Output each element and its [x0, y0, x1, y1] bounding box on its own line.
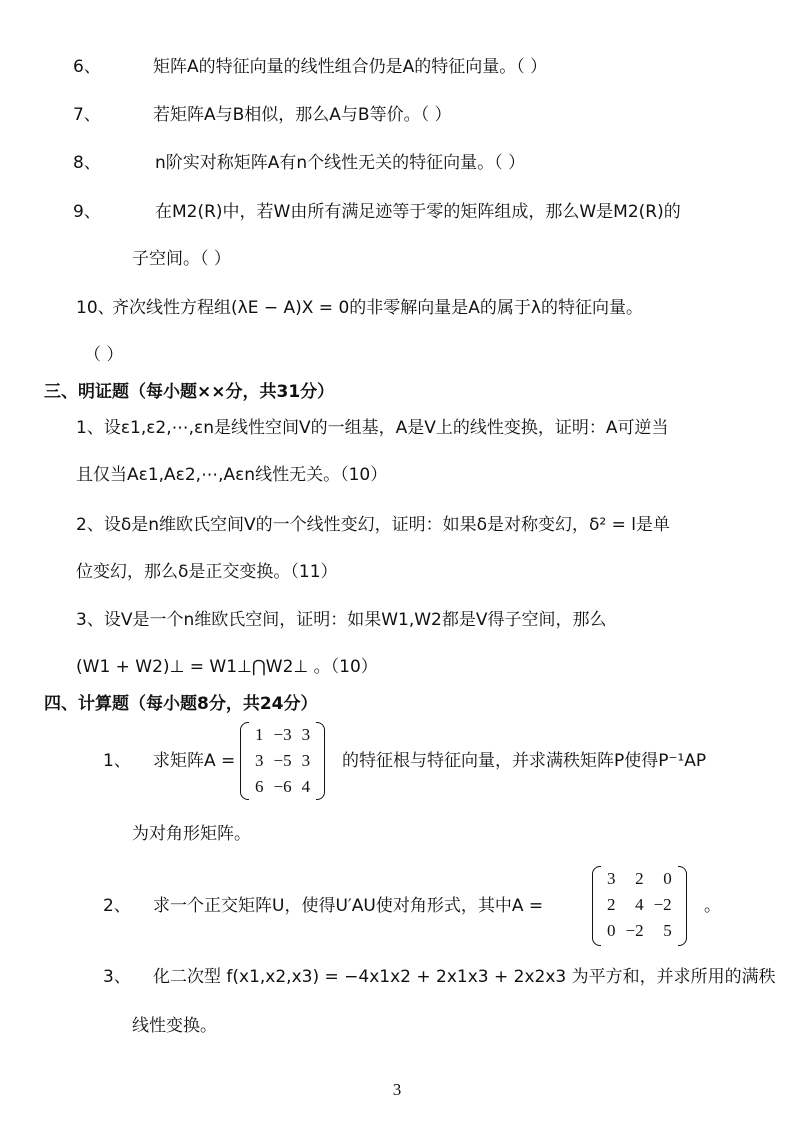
item-8-text: n阶实对称矩阵A有n个线性无关的特征向量。（ ）	[155, 153, 526, 173]
matrix-cell: −2	[653, 895, 672, 914]
matrix-cell: 5	[663, 921, 672, 940]
matrix-cell: 4	[635, 895, 644, 914]
proof-3-line-2: (W1 + W2)⊥ = W1⊥⋂W2⊥ 。（10）	[76, 657, 378, 677]
matrix-cell: −3	[273, 725, 292, 744]
proof-2-line-2: 位变幻，那么δ是正交变换。（11）	[76, 562, 338, 582]
calc-3-num: 3、	[103, 967, 131, 987]
section-3-title: 三、明证题（每小题××分，共31分）	[44, 382, 335, 402]
calc-3-text: 化二次型 f(x1,x2,x3) = −4x1x2 + 2x1x3 + 2x2x3 为平方和，并求所用的满秩	[153, 967, 776, 987]
item-6-text: 矩阵A的特征向量的线性组合仍是A的特征向量。（ ）	[153, 57, 548, 77]
calc-1-post: 的特征根与特征向量，并求满秩矩阵P使得P⁻¹AP	[342, 751, 707, 771]
matrix-cell: 0	[663, 869, 672, 888]
matrix-cell: 6	[255, 777, 264, 796]
matrix-a-calc-1	[240, 722, 325, 800]
proof-2-line-1: 2、设δ是n维欧氏空间V的一个线性变幻，证明：如果δ是对称变幻，δ² = l是单	[76, 515, 671, 535]
item-7-num: 7、	[73, 105, 101, 125]
matrix-cell: 0	[607, 921, 616, 940]
matrix-cell: 3	[301, 725, 311, 744]
item-9-continuation: 子空间。（ ）	[132, 249, 231, 269]
proof-1-line-2: 且仅当Aε1,Aε2,⋯,Aεn线性无关。（10）	[76, 465, 388, 485]
matrix-cell: 3	[607, 869, 616, 888]
proof-1-line-1: 1、设ε1,ε2,⋯,εn是线性空间V的一组基，A是V上的线性变换，证明：A可逆当	[76, 418, 669, 438]
matrix-cell: 3	[255, 751, 264, 770]
matrix-cell: 2	[635, 869, 644, 888]
calc-2-pre: 求一个正交矩阵U，使得U′AU使对角形式，其中A =	[153, 896, 544, 916]
matrix-cell: 3	[301, 751, 311, 770]
calc-2-num: 2、	[103, 896, 131, 916]
proof-3-line-1: 3、设V是一个n维欧氏空间，证明：如果W1,W2都是V得子空间，那么	[76, 610, 607, 630]
item-9-text: 在M2(R)中，若W由所有满足迹等于零的矩阵组成，那么W是M2(R)的	[155, 202, 681, 222]
item-10-text: 齐次线性方程组(λE − A)X = 0的非零解向量是A的属于λ的特征向量。	[112, 298, 643, 318]
calc-2-post: 。	[704, 896, 721, 916]
calc-1-continuation: 为对角形矩阵。	[132, 824, 251, 844]
matrix-cell: 2	[607, 895, 616, 914]
calc-1-num: 1、	[103, 751, 131, 771]
matrix-cell: 1	[255, 725, 264, 744]
item-10-continuation: （ ）	[84, 345, 124, 365]
item-6-num: 6、	[73, 57, 101, 77]
page-number: 3	[392, 1080, 402, 1099]
section-4-title: 四、计算题（每小题8分，共24分）	[44, 694, 318, 714]
matrix-cell: −6	[273, 777, 292, 796]
item-8-num: 8、	[73, 153, 101, 173]
calc-3-continuation: 线性变换。	[132, 1016, 217, 1036]
matrix-a-calc-2	[592, 866, 687, 946]
matrix-cell: 4	[301, 777, 311, 796]
matrix-cell: −5	[273, 751, 292, 770]
item-10-num: 10、	[76, 298, 115, 318]
matrix-cell: −2	[625, 921, 644, 940]
item-7-text: 若矩阵A与B相似，那么A与B等价。（ ）	[153, 105, 452, 125]
item-9-num: 9、	[73, 202, 101, 222]
calc-1-pre: 求矩阵A =	[153, 751, 236, 771]
